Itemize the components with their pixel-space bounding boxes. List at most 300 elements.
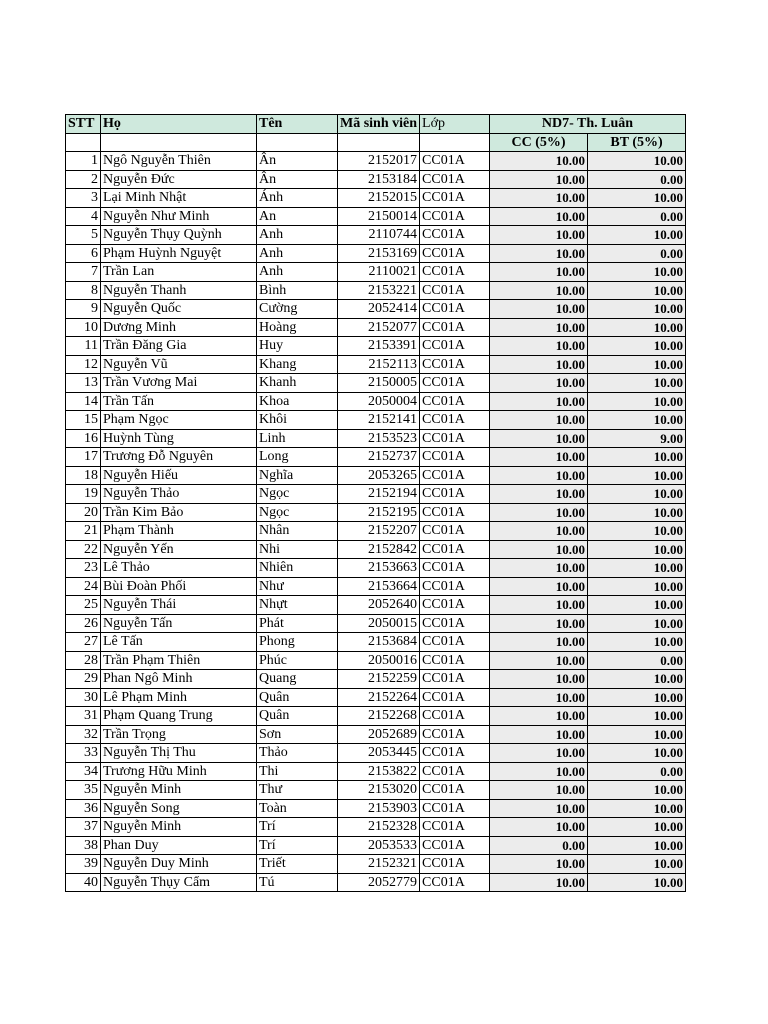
ho-cell[interactable]: Lê Phạm Minh <box>101 688 257 707</box>
lop-cell[interactable]: CC01A <box>420 374 490 393</box>
mssv-cell[interactable]: 2153184 <box>338 170 420 189</box>
mssv-cell[interactable]: 2152321 <box>338 855 420 874</box>
cc-score-cell[interactable]: 10.00 <box>490 762 588 781</box>
bt-score-cell[interactable]: 10.00 <box>588 540 686 559</box>
ten-cell[interactable]: Nhi <box>257 540 338 559</box>
cc-score-cell[interactable]: 10.00 <box>490 207 588 226</box>
stt-cell[interactable]: 21 <box>66 522 101 541</box>
stt-cell[interactable]: 20 <box>66 503 101 522</box>
mssv-cell[interactable]: 2053533 <box>338 836 420 855</box>
table-row[interactable] <box>66 374 686 393</box>
ho-cell[interactable]: Huỳnh Tùng <box>101 429 257 448</box>
table-row[interactable] <box>66 485 686 504</box>
bt-score-cell[interactable]: 10.00 <box>588 226 686 245</box>
table-row[interactable] <box>66 725 686 744</box>
bt-score-cell[interactable]: 10.00 <box>588 466 686 485</box>
cc-score-cell[interactable]: 10.00 <box>490 337 588 356</box>
ho-cell[interactable]: Bùi Đoàn Phối <box>101 577 257 596</box>
lop-cell[interactable]: CC01A <box>420 762 490 781</box>
lop-cell[interactable]: CC01A <box>420 522 490 541</box>
table-row[interactable] <box>66 577 686 596</box>
cc-score-cell[interactable]: 0.00 <box>490 836 588 855</box>
stt-cell[interactable]: 27 <box>66 633 101 652</box>
cc-score-cell[interactable]: 10.00 <box>490 170 588 189</box>
ten-cell[interactable]: Trí <box>257 836 338 855</box>
stt-cell[interactable]: 17 <box>66 448 101 467</box>
bt-score-cell[interactable]: 10.00 <box>588 781 686 800</box>
ten-cell[interactable]: Trí <box>257 818 338 837</box>
ho-cell[interactable]: Nguyễn Thái <box>101 596 257 615</box>
bt-score-cell[interactable]: 10.00 <box>588 799 686 818</box>
table-row[interactable] <box>66 318 686 337</box>
cc-score-cell[interactable]: 10.00 <box>490 429 588 448</box>
bt-score-cell[interactable]: 10.00 <box>588 392 686 411</box>
mssv-cell[interactable]: 2152113 <box>338 355 420 374</box>
ho-cell[interactable]: Phạm Quang Trung <box>101 707 257 726</box>
mssv-cell[interactable]: 2152015 <box>338 189 420 208</box>
ten-cell[interactable]: Hoàng <box>257 318 338 337</box>
table-row[interactable] <box>66 522 686 541</box>
table-row[interactable] <box>66 281 686 300</box>
lop-cell[interactable]: CC01A <box>420 707 490 726</box>
lop-cell[interactable]: CC01A <box>420 614 490 633</box>
stt-cell[interactable]: 37 <box>66 818 101 837</box>
cc-score-cell[interactable]: 10.00 <box>490 688 588 707</box>
cc-score-cell[interactable]: 10.00 <box>490 318 588 337</box>
bt-score-cell[interactable]: 10.00 <box>588 300 686 319</box>
cc-score-cell[interactable]: 10.00 <box>490 873 588 892</box>
mssv-cell[interactable]: 2152195 <box>338 503 420 522</box>
cc-score-cell[interactable]: 10.00 <box>490 781 588 800</box>
ho-cell[interactable]: Nguyễn Tấn <box>101 614 257 633</box>
ho-cell[interactable]: Nguyễn Minh <box>101 781 257 800</box>
ho-cell[interactable]: Lê Thảo <box>101 559 257 578</box>
mssv-cell[interactable]: 2053265 <box>338 466 420 485</box>
ten-cell[interactable]: Ngọc <box>257 503 338 522</box>
lop-cell[interactable]: CC01A <box>420 244 490 263</box>
lop-cell[interactable]: CC01A <box>420 799 490 818</box>
lop-cell[interactable]: CC01A <box>420 577 490 596</box>
table-row[interactable] <box>66 448 686 467</box>
cc-score-cell[interactable]: 10.00 <box>490 503 588 522</box>
table-row[interactable] <box>66 744 686 763</box>
ten-cell[interactable]: Long <box>257 448 338 467</box>
lop-cell[interactable]: CC01A <box>420 170 490 189</box>
lop-cell[interactable]: CC01A <box>420 688 490 707</box>
bt-score-cell[interactable]: 10.00 <box>588 281 686 300</box>
mssv-cell[interactable]: 2052779 <box>338 873 420 892</box>
ten-cell[interactable]: Ân <box>257 170 338 189</box>
table-row[interactable] <box>66 614 686 633</box>
lop-cell[interactable]: CC01A <box>420 725 490 744</box>
stt-cell[interactable]: 35 <box>66 781 101 800</box>
mssv-cell[interactable]: 2050015 <box>338 614 420 633</box>
ho-cell[interactable]: Nguyễn Thanh <box>101 281 257 300</box>
ho-cell[interactable]: Lại Minh Nhật <box>101 189 257 208</box>
lop-cell[interactable]: CC01A <box>420 429 490 448</box>
bt-score-cell[interactable]: 10.00 <box>588 725 686 744</box>
ho-cell[interactable]: Nguyễn Vũ <box>101 355 257 374</box>
stt-cell[interactable]: 7 <box>66 263 101 282</box>
lop-cell[interactable]: CC01A <box>420 651 490 670</box>
lop-cell[interactable]: CC01A <box>420 873 490 892</box>
lop-cell[interactable]: CC01A <box>420 152 490 171</box>
mssv-cell[interactable]: 2153020 <box>338 781 420 800</box>
table-row[interactable] <box>66 781 686 800</box>
bt-score-cell[interactable]: 10.00 <box>588 596 686 615</box>
stt-cell[interactable]: 31 <box>66 707 101 726</box>
ten-cell[interactable]: Thư <box>257 781 338 800</box>
table-row[interactable] <box>66 337 686 356</box>
ten-cell[interactable]: Như <box>257 577 338 596</box>
mssv-cell[interactable]: 2050004 <box>338 392 420 411</box>
cc-score-cell[interactable]: 10.00 <box>490 670 588 689</box>
table-row[interactable] <box>66 170 686 189</box>
ten-cell[interactable]: Anh <box>257 226 338 245</box>
cc-score-cell[interactable]: 10.00 <box>490 855 588 874</box>
table-row[interactable] <box>66 818 686 837</box>
stt-cell[interactable]: 1 <box>66 152 101 171</box>
ten-cell[interactable]: Anh <box>257 263 338 282</box>
mssv-cell[interactable]: 2153903 <box>338 799 420 818</box>
ho-cell[interactable]: Nguyễn Song <box>101 799 257 818</box>
stt-cell[interactable]: 24 <box>66 577 101 596</box>
table-row[interactable] <box>66 503 686 522</box>
cc-score-cell[interactable]: 10.00 <box>490 263 588 282</box>
stt-cell[interactable]: 40 <box>66 873 101 892</box>
stt-cell[interactable]: 15 <box>66 411 101 430</box>
ten-cell[interactable]: Khoa <box>257 392 338 411</box>
stt-cell[interactable]: 28 <box>66 651 101 670</box>
table-row[interactable] <box>66 411 686 430</box>
table-row[interactable] <box>66 226 686 245</box>
lop-cell[interactable]: CC01A <box>420 318 490 337</box>
ho-cell[interactable]: Dương Minh <box>101 318 257 337</box>
table-row[interactable] <box>66 466 686 485</box>
table-row[interactable] <box>66 429 686 448</box>
bt-score-cell[interactable]: 10.00 <box>588 337 686 356</box>
mssv-cell[interactable]: 2152077 <box>338 318 420 337</box>
cc-score-cell[interactable]: 10.00 <box>490 744 588 763</box>
lop-cell[interactable]: CC01A <box>420 670 490 689</box>
lop-cell[interactable]: CC01A <box>420 263 490 282</box>
stt-cell[interactable]: 23 <box>66 559 101 578</box>
stt-cell[interactable]: 13 <box>66 374 101 393</box>
cc-score-cell[interactable]: 10.00 <box>490 189 588 208</box>
ten-cell[interactable]: Quân <box>257 688 338 707</box>
bt-score-cell[interactable]: 10.00 <box>588 152 686 171</box>
ho-cell[interactable]: Nguyễn Thụy Quỳnh <box>101 226 257 245</box>
ten-cell[interactable]: Triết <box>257 855 338 874</box>
table-row[interactable] <box>66 688 686 707</box>
mssv-cell[interactable]: 2153664 <box>338 577 420 596</box>
ho-cell[interactable]: Nguyễn Thị Thu <box>101 744 257 763</box>
stt-cell[interactable]: 12 <box>66 355 101 374</box>
mssv-cell[interactable]: 2152264 <box>338 688 420 707</box>
cc-score-cell[interactable]: 10.00 <box>490 466 588 485</box>
ten-cell[interactable]: Thảo <box>257 744 338 763</box>
mssv-cell[interactable]: 2152328 <box>338 818 420 837</box>
ho-cell[interactable]: Trần Lan <box>101 263 257 282</box>
stt-cell[interactable]: 11 <box>66 337 101 356</box>
ho-cell[interactable]: Nguyễn Yến <box>101 540 257 559</box>
ho-cell[interactable]: Trương Đỗ Nguyên <box>101 448 257 467</box>
cc-score-cell[interactable]: 10.00 <box>490 707 588 726</box>
ten-cell[interactable]: Huy <box>257 337 338 356</box>
mssv-cell[interactable]: 2053445 <box>338 744 420 763</box>
table-row[interactable] <box>66 836 686 855</box>
cc-score-cell[interactable]: 10.00 <box>490 614 588 633</box>
lop-cell[interactable]: CC01A <box>420 226 490 245</box>
lop-cell[interactable]: CC01A <box>420 392 490 411</box>
mssv-cell[interactable]: 2153221 <box>338 281 420 300</box>
bt-score-cell[interactable]: 10.00 <box>588 688 686 707</box>
bt-score-cell[interactable]: 10.00 <box>588 855 686 874</box>
bt-score-cell[interactable]: 10.00 <box>588 189 686 208</box>
mssv-cell[interactable]: 2052689 <box>338 725 420 744</box>
ho-cell[interactable]: Nguyễn Thụy Cẩm <box>101 873 257 892</box>
table-row[interactable] <box>66 855 686 874</box>
mssv-cell[interactable]: 2050016 <box>338 651 420 670</box>
cc-score-cell[interactable]: 10.00 <box>490 818 588 837</box>
ten-cell[interactable]: Toàn <box>257 799 338 818</box>
ten-cell[interactable]: Nghĩa <box>257 466 338 485</box>
ten-cell[interactable]: Anh <box>257 244 338 263</box>
ho-cell[interactable]: Phạm Thành <box>101 522 257 541</box>
stt-cell[interactable]: 4 <box>66 207 101 226</box>
bt-score-cell[interactable]: 10.00 <box>588 818 686 837</box>
stt-cell[interactable]: 32 <box>66 725 101 744</box>
bt-score-cell[interactable]: 10.00 <box>588 614 686 633</box>
stt-cell[interactable]: 14 <box>66 392 101 411</box>
ten-cell[interactable]: Khang <box>257 355 338 374</box>
ho-cell[interactable]: Nguyễn Thảo <box>101 485 257 504</box>
ten-cell[interactable]: Khôi <box>257 411 338 430</box>
ho-cell[interactable]: Nguyễn Duy Minh <box>101 855 257 874</box>
stt-cell[interactable]: 39 <box>66 855 101 874</box>
table-row[interactable] <box>66 189 686 208</box>
ten-cell[interactable]: Phát <box>257 614 338 633</box>
mssv-cell[interactable]: 2152259 <box>338 670 420 689</box>
table-row[interactable] <box>66 392 686 411</box>
stt-cell[interactable]: 30 <box>66 688 101 707</box>
ten-cell[interactable]: Nhân <box>257 522 338 541</box>
stt-cell[interactable]: 25 <box>66 596 101 615</box>
stt-cell[interactable]: 8 <box>66 281 101 300</box>
cc-score-cell[interactable]: 10.00 <box>490 799 588 818</box>
stt-cell[interactable]: 18 <box>66 466 101 485</box>
bt-score-cell[interactable]: 0.00 <box>588 244 686 263</box>
ho-cell[interactable]: Phan Duy <box>101 836 257 855</box>
stt-cell[interactable]: 2 <box>66 170 101 189</box>
lop-cell[interactable]: CC01A <box>420 855 490 874</box>
stt-cell[interactable]: 9 <box>66 300 101 319</box>
ten-cell[interactable]: Sơn <box>257 725 338 744</box>
lop-cell[interactable]: CC01A <box>420 503 490 522</box>
table-row[interactable] <box>66 152 686 171</box>
table-row[interactable] <box>66 300 686 319</box>
lop-cell[interactable]: CC01A <box>420 281 490 300</box>
cc-score-cell[interactable]: 10.00 <box>490 725 588 744</box>
mssv-cell[interactable]: 2152207 <box>338 522 420 541</box>
table-row[interactable] <box>66 540 686 559</box>
table-row[interactable] <box>66 670 686 689</box>
mssv-cell[interactable]: 2152842 <box>338 540 420 559</box>
stt-cell[interactable]: 22 <box>66 540 101 559</box>
ten-cell[interactable]: Thi <box>257 762 338 781</box>
bt-score-cell[interactable]: 10.00 <box>588 263 686 282</box>
cc-score-cell[interactable]: 10.00 <box>490 577 588 596</box>
ten-cell[interactable]: Linh <box>257 429 338 448</box>
bt-score-cell[interactable]: 10.00 <box>588 577 686 596</box>
bt-score-cell[interactable]: 10.00 <box>588 744 686 763</box>
mssv-cell[interactable]: 2152194 <box>338 485 420 504</box>
bt-score-cell[interactable]: 10.00 <box>588 374 686 393</box>
cc-score-cell[interactable]: 10.00 <box>490 651 588 670</box>
cc-score-cell[interactable]: 10.00 <box>490 300 588 319</box>
bt-score-cell[interactable]: 10.00 <box>588 318 686 337</box>
ho-cell[interactable]: Trần Kim Bảo <box>101 503 257 522</box>
bt-score-cell[interactable]: 0.00 <box>588 651 686 670</box>
ten-cell[interactable]: Quân <box>257 707 338 726</box>
lop-cell[interactable]: CC01A <box>420 300 490 319</box>
ten-cell[interactable]: Cường <box>257 300 338 319</box>
bt-score-cell[interactable]: 9.00 <box>588 429 686 448</box>
mssv-cell[interactable]: 2153523 <box>338 429 420 448</box>
lop-cell[interactable]: CC01A <box>420 485 490 504</box>
ten-cell[interactable]: Tú <box>257 873 338 892</box>
bt-score-cell[interactable]: 0.00 <box>588 762 686 781</box>
ho-cell[interactable]: Trần Vương Mai <box>101 374 257 393</box>
ho-cell[interactable]: Phan Ngô Minh <box>101 670 257 689</box>
ten-cell[interactable]: An <box>257 207 338 226</box>
mssv-cell[interactable]: 2153663 <box>338 559 420 578</box>
lop-cell[interactable]: CC01A <box>420 818 490 837</box>
stt-cell[interactable]: 16 <box>66 429 101 448</box>
ten-cell[interactable]: Nhiên <box>257 559 338 578</box>
mssv-cell[interactable]: 2153391 <box>338 337 420 356</box>
stt-cell[interactable]: 3 <box>66 189 101 208</box>
bt-score-cell[interactable]: 10.00 <box>588 559 686 578</box>
lop-cell[interactable]: CC01A <box>420 337 490 356</box>
ten-cell[interactable]: Ân <box>257 152 338 171</box>
mssv-cell[interactable]: 2153822 <box>338 762 420 781</box>
lop-cell[interactable]: CC01A <box>420 744 490 763</box>
cc-score-cell[interactable]: 10.00 <box>490 448 588 467</box>
lop-cell[interactable]: CC01A <box>420 596 490 615</box>
ho-cell[interactable]: Trần Phạm Thiên <box>101 651 257 670</box>
table-row[interactable] <box>66 633 686 652</box>
bt-score-cell[interactable]: 10.00 <box>588 355 686 374</box>
ho-cell[interactable]: Nguyễn Như Minh <box>101 207 257 226</box>
bt-score-cell[interactable]: 10.00 <box>588 448 686 467</box>
lop-cell[interactable]: CC01A <box>420 189 490 208</box>
table-row[interactable] <box>66 244 686 263</box>
mssv-cell[interactable]: 2152017 <box>338 152 420 171</box>
table-row[interactable] <box>66 263 686 282</box>
ten-cell[interactable]: Khanh <box>257 374 338 393</box>
cc-score-cell[interactable]: 10.00 <box>490 596 588 615</box>
stt-cell[interactable]: 29 <box>66 670 101 689</box>
bt-score-cell[interactable]: 10.00 <box>588 485 686 504</box>
lop-cell[interactable]: CC01A <box>420 355 490 374</box>
mssv-cell[interactable]: 2052414 <box>338 300 420 319</box>
lop-cell[interactable]: CC01A <box>420 207 490 226</box>
bt-score-cell[interactable]: 0.00 <box>588 170 686 189</box>
cc-score-cell[interactable]: 10.00 <box>490 633 588 652</box>
cc-score-cell[interactable]: 10.00 <box>490 392 588 411</box>
ten-cell[interactable]: Phúc <box>257 651 338 670</box>
stt-cell[interactable]: 38 <box>66 836 101 855</box>
table-row[interactable] <box>66 207 686 226</box>
cc-score-cell[interactable]: 10.00 <box>490 559 588 578</box>
table-row[interactable] <box>66 873 686 892</box>
ten-cell[interactable]: Quang <box>257 670 338 689</box>
mssv-cell[interactable]: 2052640 <box>338 596 420 615</box>
ho-cell[interactable]: Trần Đăng Gia <box>101 337 257 356</box>
ho-cell[interactable]: Nguyễn Hiếu <box>101 466 257 485</box>
table-row[interactable] <box>66 707 686 726</box>
table-row[interactable] <box>66 762 686 781</box>
bt-score-cell[interactable]: 10.00 <box>588 522 686 541</box>
ten-cell[interactable]: Nhựt <box>257 596 338 615</box>
cc-score-cell[interactable]: 10.00 <box>490 152 588 171</box>
stt-cell[interactable]: 34 <box>66 762 101 781</box>
lop-cell[interactable]: CC01A <box>420 836 490 855</box>
ten-cell[interactable]: Ánh <box>257 189 338 208</box>
lop-cell[interactable]: CC01A <box>420 540 490 559</box>
table-row[interactable] <box>66 799 686 818</box>
stt-cell[interactable]: 26 <box>66 614 101 633</box>
stt-cell[interactable]: 36 <box>66 799 101 818</box>
bt-score-cell[interactable]: 10.00 <box>588 633 686 652</box>
ho-cell[interactable]: Nguyễn Minh <box>101 818 257 837</box>
mssv-cell[interactable]: 2110021 <box>338 263 420 282</box>
cc-score-cell[interactable]: 10.00 <box>490 281 588 300</box>
ho-cell[interactable]: Nguyễn Đức <box>101 170 257 189</box>
table-row[interactable] <box>66 559 686 578</box>
lop-cell[interactable]: CC01A <box>420 559 490 578</box>
ho-cell[interactable]: Trần Tấn <box>101 392 257 411</box>
table-row[interactable] <box>66 596 686 615</box>
mssv-cell[interactable]: 2152141 <box>338 411 420 430</box>
ten-cell[interactable]: Ngọc <box>257 485 338 504</box>
lop-cell[interactable]: CC01A <box>420 781 490 800</box>
stt-cell[interactable]: 6 <box>66 244 101 263</box>
stt-cell[interactable]: 19 <box>66 485 101 504</box>
ho-cell[interactable]: Trần Trọng <box>101 725 257 744</box>
stt-cell[interactable]: 33 <box>66 744 101 763</box>
lop-cell[interactable]: CC01A <box>420 411 490 430</box>
cc-score-cell[interactable]: 10.00 <box>490 355 588 374</box>
bt-score-cell[interactable]: 10.00 <box>588 503 686 522</box>
ten-cell[interactable]: Bình <box>257 281 338 300</box>
cc-score-cell[interactable]: 10.00 <box>490 226 588 245</box>
cc-score-cell[interactable]: 10.00 <box>490 411 588 430</box>
bt-score-cell[interactable]: 0.00 <box>588 207 686 226</box>
cc-score-cell[interactable]: 10.00 <box>490 540 588 559</box>
cc-score-cell[interactable]: 10.00 <box>490 374 588 393</box>
ho-cell[interactable]: Trương Hữu Minh <box>101 762 257 781</box>
mssv-cell[interactable]: 2153684 <box>338 633 420 652</box>
bt-score-cell[interactable]: 10.00 <box>588 411 686 430</box>
bt-score-cell[interactable]: 10.00 <box>588 670 686 689</box>
table-row[interactable] <box>66 651 686 670</box>
lop-cell[interactable]: CC01A <box>420 466 490 485</box>
ho-cell[interactable]: Phạm Ngọc <box>101 411 257 430</box>
bt-score-cell[interactable]: 10.00 <box>588 873 686 892</box>
bt-score-cell[interactable]: 10.00 <box>588 836 686 855</box>
